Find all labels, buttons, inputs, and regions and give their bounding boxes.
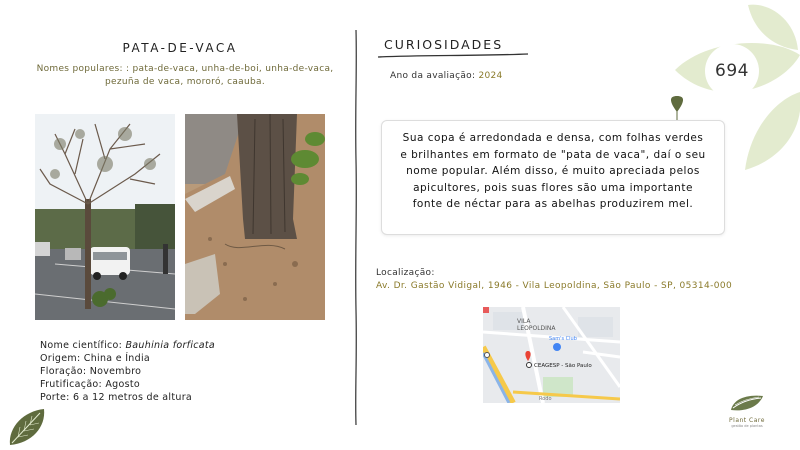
curiosity-card bbox=[381, 120, 725, 235]
origin-line: Origem: China e Índia bbox=[40, 353, 151, 364]
title-underline bbox=[376, 52, 531, 60]
tree-photo bbox=[35, 114, 175, 320]
center-divider bbox=[349, 30, 363, 425]
assessment-year bbox=[390, 71, 503, 81]
scientific-label: Nome científico: bbox=[40, 340, 126, 351]
assessment-number: 694 bbox=[715, 61, 749, 81]
map-district-line2: LEOPOLDINA bbox=[517, 325, 556, 332]
trunk-photo bbox=[185, 114, 325, 320]
scientific-name-line bbox=[40, 339, 215, 352]
year-label: Ano da avaliação: bbox=[390, 71, 479, 81]
location-address: Av. Dr. Gastão Vidigal, 1946 - Vila Leopoldina, São Paulo - SP, 05314-000 bbox=[376, 281, 733, 291]
curiosity-text: Sua copa é arredondada e densa, com folhas verdes e brilhantes em formato de "pata de vaca", daí o seu nome popular. Além disso, é muito apreciada pelos apicultores, pois suas flores são uma importante fonte de néctar para as abelhas produzirem mel. bbox=[400, 132, 706, 210]
scientific-name: Bauhinia forficata bbox=[125, 340, 216, 351]
leaf-shape bbox=[745, 92, 800, 170]
brand-logo bbox=[718, 392, 776, 428]
plant-title: PATA-DE-VACA bbox=[122, 41, 238, 55]
brand-tagline: gestão de plantas bbox=[731, 424, 763, 428]
brand-name: Plant Care bbox=[729, 417, 765, 424]
size-line: Porte: 6 a 12 metros de altura bbox=[40, 392, 193, 403]
map-poi-store: Sam's Club bbox=[549, 336, 577, 342]
map-poi-pin: CEAGESP - São Paulo bbox=[534, 363, 592, 369]
brand-leaf-icon bbox=[727, 392, 767, 412]
location-map[interactable] bbox=[483, 307, 620, 403]
location-dot-icon bbox=[527, 363, 532, 368]
map-district-line1: VILA bbox=[517, 318, 531, 325]
popular-names: Nomes populares: : pata-de-vaca, unha-de-boi, unha-de-vaca, pezuña de vaca, mororó, caauba. bbox=[36, 64, 334, 87]
map-street: Rodo bbox=[539, 396, 552, 402]
plant-facts bbox=[40, 339, 215, 404]
year-value: 2024 bbox=[478, 71, 503, 81]
flowering-line: Floração: Novembro bbox=[40, 366, 142, 377]
location-label: Localização: bbox=[376, 268, 435, 278]
decorative-leaf-bottom-left bbox=[6, 405, 48, 447]
curiosities-title: CURIOSIDADES bbox=[384, 37, 504, 52]
fruiting-line: Frutificação: Agosto bbox=[40, 379, 140, 390]
store-pin-icon bbox=[553, 343, 561, 351]
